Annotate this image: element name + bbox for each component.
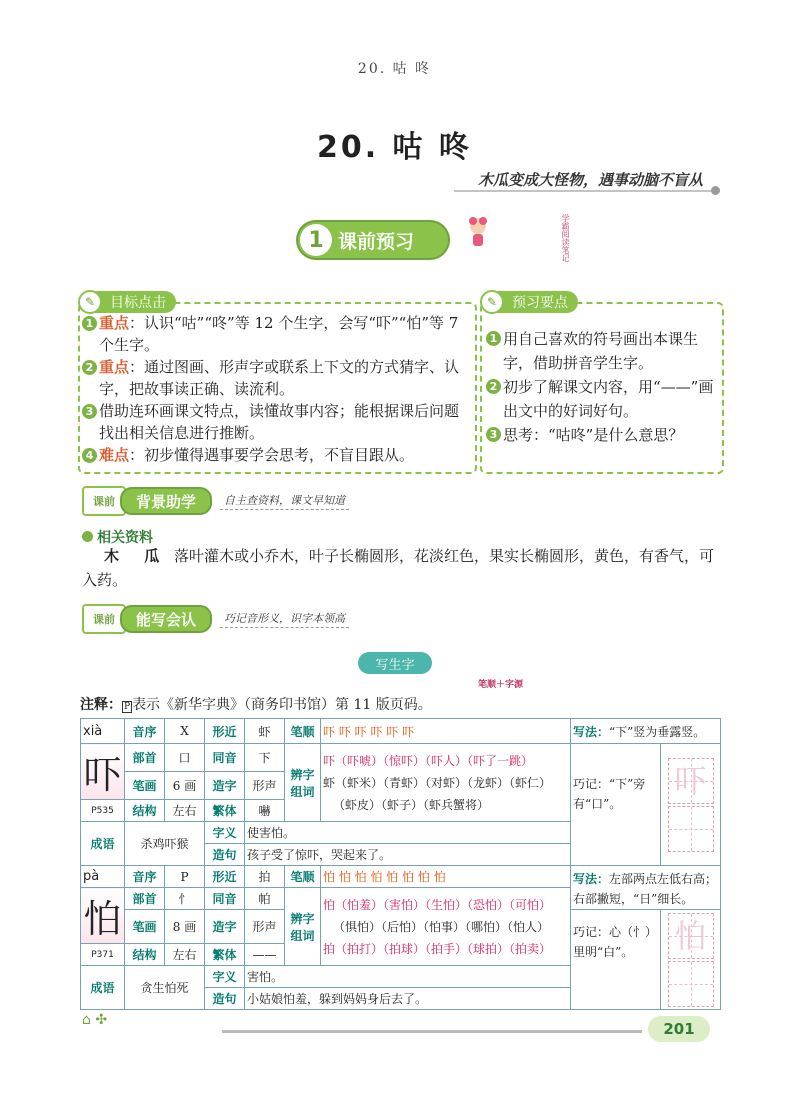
- note-label: 注释：: [80, 697, 122, 713]
- goal-number: 3: [82, 404, 97, 419]
- goals-tab-label: 目标点击: [110, 295, 166, 311]
- label-distinguish: 辨字组词: [285, 744, 321, 822]
- label-sentence: 造句: [205, 988, 245, 1010]
- char-fanti: ——: [245, 944, 285, 966]
- char-bishun: 怕 怕 怕 怕 怕 怕 怕 怕: [321, 866, 571, 888]
- goal-text: ：通过图画、形声字或联系上下文的方式猜字、认字，把故事读正确、读流利。: [99, 358, 460, 398]
- char-zaoju: 孩子受了惊吓，哭起来了。: [245, 844, 571, 866]
- char-yinxu: P: [165, 866, 205, 888]
- section-number: 1: [300, 224, 332, 256]
- goal-keyword: 难点: [99, 446, 130, 464]
- goal-item: [82, 312, 472, 356]
- label-idiom: 成语: [81, 822, 125, 866]
- goal-number: 2: [82, 360, 97, 375]
- char-qiaoji: 心（忄）里明“白”。: [573, 925, 658, 959]
- label-strokes: 笔画: [125, 910, 165, 944]
- label-distinguish: 辨字组词: [285, 888, 321, 966]
- bianzi-line: 怕（怕羞）（害怕）（生怕）（恐怕）（可怕）: [323, 897, 552, 912]
- practice-grid: 吓: [668, 758, 714, 804]
- book-icon: 课前: [82, 486, 126, 516]
- label-sentence: 造句: [205, 844, 245, 866]
- char-page: P535: [81, 800, 125, 822]
- label-strokes: 笔画: [125, 772, 165, 800]
- practice-grid: [668, 961, 714, 1007]
- char-xiefa: “下”竖为垂露竖。: [609, 725, 706, 739]
- goal-item: [82, 356, 472, 400]
- tip-cell: [571, 744, 661, 866]
- goal-text: 借助连环画课文特点，读懂故事内容；能根据课后问题找出相关信息进行推断。: [99, 402, 460, 442]
- practice-grid-cell: [661, 910, 721, 1010]
- preview-text: 思考：“咕咚”是什么意思？: [503, 426, 684, 444]
- label-make: 造字: [205, 910, 245, 944]
- write-method-cell: [571, 866, 721, 910]
- running-header: 20. 咕 咚: [357, 61, 432, 77]
- note-icon: P: [124, 702, 131, 712]
- char-bushou: 口: [165, 744, 205, 772]
- char-zaoju: 小姑娘怕羞，躲到妈妈身后去了。: [245, 988, 571, 1010]
- label-meaning: 字义: [205, 966, 245, 988]
- label-order: 笔顺: [285, 866, 321, 888]
- preview-number: 3: [486, 427, 501, 442]
- char-glyph: 吓: [81, 744, 125, 800]
- label-make: 造字: [205, 772, 245, 800]
- label-tip: 巧记：: [573, 777, 610, 791]
- writing-hint: 巧记音形义，识字本领高: [220, 610, 349, 628]
- char-bianzi: [321, 888, 571, 966]
- page-number: 201: [648, 1016, 710, 1042]
- practice-grid: [668, 806, 714, 852]
- label-order: 笔顺: [285, 719, 321, 744]
- char-bishun: 吓 吓 吓 吓 吓 吓: [321, 719, 571, 744]
- windmill-icon: ⌂ ✣: [82, 1012, 108, 1028]
- goal-text: ：认识“咕”“咚”等 12 个生字，会写“吓”“怕”等 7 个生字。: [99, 314, 459, 354]
- footer-divider: [222, 1030, 642, 1033]
- side-note: 学霸阅读笔记: [561, 214, 570, 262]
- preview-item: [486, 327, 716, 375]
- section-banner: [298, 222, 448, 258]
- label-similar: 形近: [205, 719, 245, 744]
- char-chengyu: 贪生怕死: [125, 966, 205, 1010]
- char-bihua: 8 画: [165, 910, 205, 944]
- preview-item: [486, 423, 716, 447]
- char-yinxu: X: [165, 719, 205, 744]
- preview-list: [486, 327, 716, 447]
- preview-number: 2: [486, 379, 501, 394]
- label-yinxu: 音序: [125, 719, 165, 744]
- label-tip: 巧记：: [573, 925, 610, 939]
- char-jiegou: 左右: [165, 944, 205, 966]
- char-bihua: 6 画: [165, 772, 205, 800]
- preview-number: 1: [486, 331, 501, 346]
- char-zaozi: 形声: [245, 772, 285, 800]
- background-pill: 背景助学: [120, 487, 212, 515]
- label-trad: 繁体: [205, 944, 245, 966]
- motto-underline: [454, 190, 712, 192]
- char-bushou: 忄: [165, 888, 205, 910]
- preview-text: 用自己喜欢的符号画出本课生字，借助拼音学生字。: [503, 330, 699, 372]
- stroke-source-note: 笔顺＋字源: [478, 680, 524, 690]
- goal-item: [82, 400, 472, 444]
- write-chars-tab: 写生字: [358, 652, 432, 674]
- writing-pill: 能写会认: [120, 605, 212, 633]
- related-label-text: 相关资料: [97, 530, 153, 546]
- moon-girl-icon: [446, 208, 498, 260]
- pencil-icon: ✎: [78, 290, 102, 314]
- label-radical: 部首: [125, 888, 165, 910]
- preview-item: [486, 375, 716, 423]
- background-section-header: [82, 486, 349, 516]
- label-yinxu: 音序: [125, 866, 165, 888]
- related-term: 木 瓜: [104, 547, 170, 565]
- label-write: 写法：: [573, 725, 610, 739]
- table-row: [81, 866, 721, 888]
- bianzi-line: （虾皮）（虾子）（虾兵蟹将）: [333, 797, 490, 812]
- related-text: 落叶灌木或小乔木，叶子长椭圆形，花淡红色，果实长椭圆形，黄色，有香气，可入药。: [82, 547, 715, 589]
- bianzi-line: （惧怕）（后怕）（怕事）（哪怕）（怕人）: [333, 919, 550, 934]
- label-radical: 部首: [125, 744, 165, 772]
- label-homophone: 同音: [205, 744, 245, 772]
- lesson-title: 20. 咕 咚: [316, 130, 473, 165]
- char-chengyu: 杀鸡吓猴: [125, 822, 205, 866]
- char-tongyin: 帕: [245, 888, 285, 910]
- goals-tab: [82, 291, 176, 313]
- char-pinyin: pà: [81, 866, 125, 888]
- char-jiegou: 左右: [165, 800, 205, 822]
- label-similar: 形近: [205, 866, 245, 888]
- char-xingjin: 拍: [245, 866, 285, 888]
- preview-text: 初步了解课文内容，用“——”画出文中的好词好句。: [503, 378, 714, 420]
- preview-tab: [484, 291, 578, 313]
- label-trad: 繁体: [205, 800, 245, 822]
- label-structure: 结构: [125, 800, 165, 822]
- label-meaning: 字义: [205, 822, 245, 844]
- label-homophone: 同音: [205, 888, 245, 910]
- goal-number: 1: [82, 316, 97, 331]
- book-icon: 课前: [82, 604, 126, 634]
- char-glyph: 怕: [81, 888, 125, 944]
- write-method-cell: [571, 719, 721, 744]
- label-write: 写法：: [573, 872, 610, 886]
- char-xiefa: 左部两点左低右高；右部撇短，“日”细长。: [573, 872, 718, 906]
- tip-cell: [571, 910, 661, 1010]
- character-table: [80, 718, 721, 1010]
- char-zaozi: 形声: [245, 910, 285, 944]
- table-row: [81, 744, 721, 772]
- goal-number: 4: [82, 448, 97, 463]
- note-text: 表示《新华字典》（商务印书馆）第 11 版页码。: [132, 697, 432, 713]
- char-ziyi: 使害怕。: [245, 822, 571, 844]
- char-fanti: 嚇: [245, 800, 285, 822]
- bullet-icon: [82, 531, 93, 542]
- motto-dot: [711, 186, 720, 195]
- related-paragraph: [82, 544, 722, 592]
- label-idiom: 成语: [81, 966, 125, 1010]
- table-row: [81, 719, 721, 744]
- goal-keyword: 重点: [99, 358, 130, 376]
- goal-keyword: 重点: [99, 314, 130, 332]
- goal-item: [82, 444, 472, 466]
- bianzi-line: 拍（拍打）（拍球）（拍手）（球拍）（拍卖）: [323, 941, 552, 956]
- char-page: P371: [81, 944, 125, 966]
- section-label: 课前预习: [338, 230, 415, 253]
- char-bianzi: [321, 744, 571, 822]
- background-hint: 自主查资料，课文早知道: [220, 492, 349, 510]
- practice-grid-cell: [661, 744, 721, 866]
- bianzi-line: 吓（吓唬）（惊吓）（吓人）（吓了一跳）: [323, 753, 534, 768]
- char-qiaoji: “下”旁有“口”。: [573, 777, 646, 811]
- label-structure: 结构: [125, 944, 165, 966]
- goals-list: [82, 312, 472, 466]
- writing-section-header: [82, 604, 349, 634]
- goal-text: ：初步懂得遇事要学会思考，不盲目跟从。: [129, 446, 415, 464]
- lesson-motto: 木瓜变成大怪物，遇事动脑不盲从: [477, 171, 703, 189]
- preview-tab-label: 预习要点: [512, 295, 568, 311]
- char-ziyi: 害怕。: [245, 966, 571, 988]
- char-tongyin: 下: [245, 744, 285, 772]
- bianzi-line: 虾（虾米）（青虾）（对虾）（龙虾）（虾仁）: [323, 775, 552, 790]
- practice-grid: 怕: [668, 913, 714, 959]
- char-xingjin: 虾: [245, 719, 285, 744]
- annotation-note: [80, 694, 432, 714]
- pencil-icon: ✎: [480, 290, 504, 314]
- char-pinyin: xià: [81, 719, 125, 744]
